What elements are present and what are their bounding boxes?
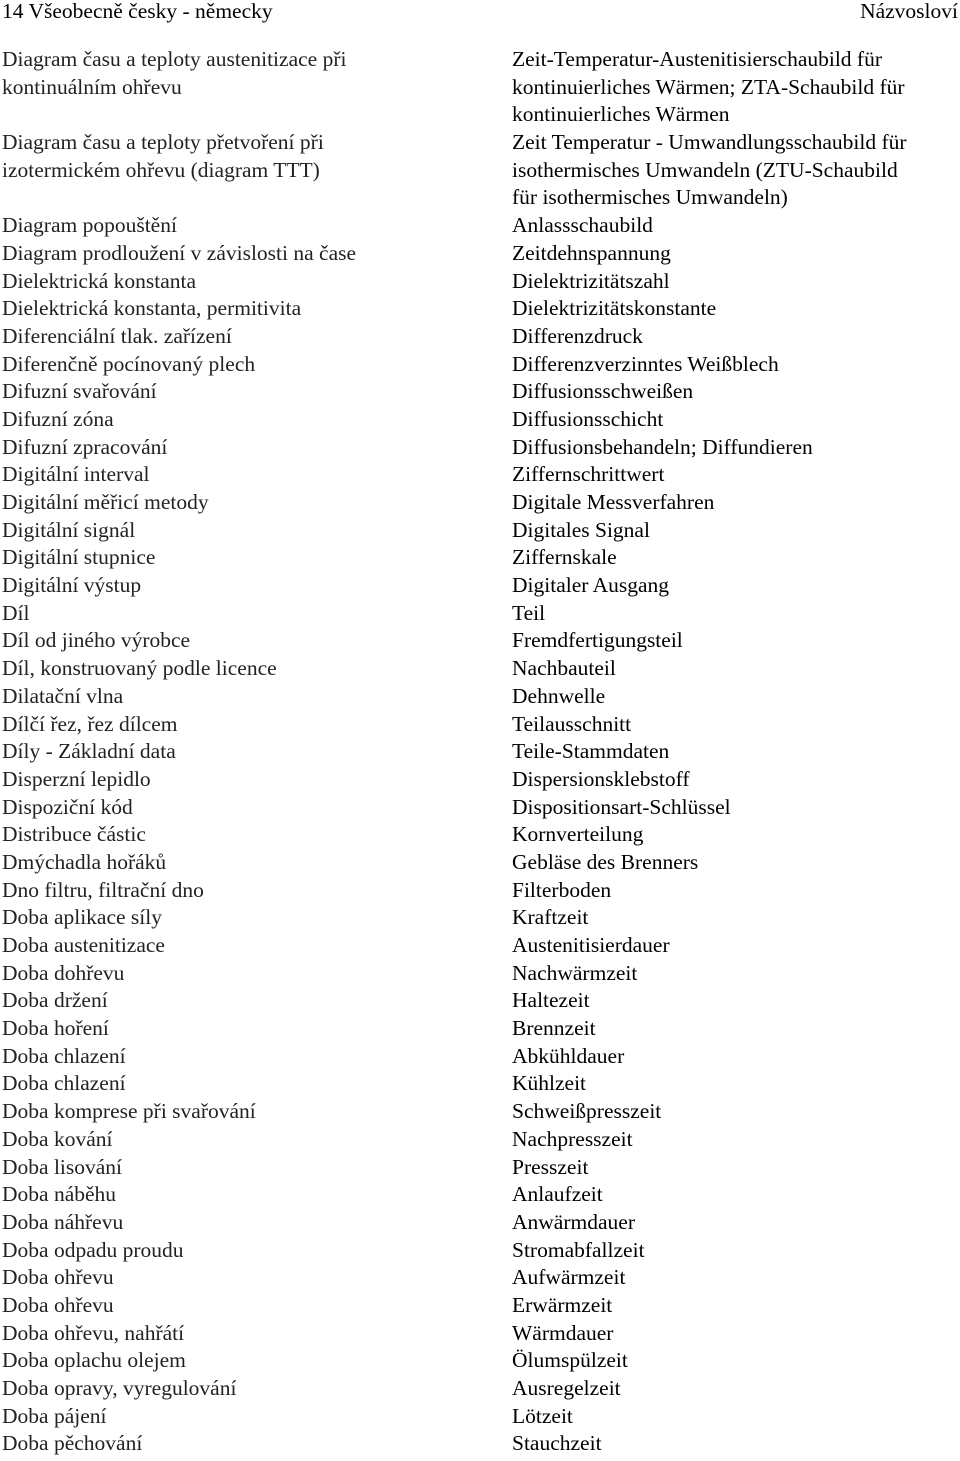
- czech-term-line: Diagram prodloužení v závislosti na čase: [2, 240, 357, 265]
- german-term-line: Anwärmdauer: [512, 1209, 635, 1234]
- czech-term-line: Díl: [2, 600, 30, 625]
- czech-term: [0, 849, 512, 877]
- german-term: [512, 711, 958, 739]
- german-term: [512, 1015, 958, 1043]
- czech-term-line: Díl od jiného výrobce: [2, 628, 191, 653]
- glossary-row: [0, 683, 960, 711]
- german-term-line: Zeit-Temperatur-Austenitisierschaubild für: [512, 47, 883, 71]
- czech-term: [0, 1292, 512, 1320]
- german-term: [512, 378, 958, 406]
- czech-term: [0, 821, 512, 849]
- german-term-line: Diffusionsbehandeln; Diffundieren: [512, 434, 813, 459]
- czech-term-line: Digitální signál: [2, 517, 136, 542]
- glossary-row: [0, 711, 960, 739]
- german-term-line: Dielektrizitätszahl: [512, 268, 670, 293]
- czech-term-line: Díly - Základní data: [2, 739, 176, 764]
- czech-term: [0, 351, 512, 379]
- german-term: [512, 821, 958, 849]
- glossary-row: [0, 932, 960, 960]
- czech-term: [0, 1347, 512, 1375]
- glossary-row: [0, 849, 960, 877]
- german-term-line: Nachbauteil: [512, 656, 616, 681]
- german-term-line: Nachpresszeit: [512, 1126, 633, 1151]
- german-term: [512, 960, 958, 988]
- czech-term-line: Diagram času a teploty austenitizace při: [2, 47, 347, 71]
- german-term: [512, 987, 958, 1015]
- german-term-line: kontinuierliches Wärmen: [512, 102, 730, 127]
- german-term: [512, 932, 958, 960]
- german-term: [512, 794, 958, 822]
- german-term: [512, 544, 958, 572]
- german-term-line: Dehnwelle: [512, 683, 606, 708]
- german-term-line: Brennzeit: [512, 1016, 596, 1041]
- czech-term: [0, 1320, 512, 1348]
- german-term-line: isothermisches Umwandeln (ZTU-Schaubild: [512, 157, 898, 182]
- glossary-row: [0, 212, 960, 240]
- german-term-line: Diffusionsschicht: [512, 406, 664, 431]
- czech-term: [0, 1043, 512, 1071]
- german-term: [512, 849, 958, 877]
- german-term: [512, 295, 958, 323]
- german-term: [512, 627, 958, 655]
- glossary-row: [0, 904, 960, 932]
- czech-term: [0, 766, 512, 794]
- glossary-row: [0, 46, 960, 129]
- czech-term: [0, 1070, 512, 1098]
- german-term-line: Teil: [512, 600, 546, 625]
- german-term-line: Ausregelzeit: [512, 1376, 621, 1400]
- czech-term-line: Doba ohřevu: [2, 1265, 114, 1290]
- german-term: [512, 1070, 958, 1098]
- czech-term-line: Doba držení: [2, 988, 108, 1013]
- czech-term-line: Dmýchadla hořáků: [2, 849, 167, 874]
- czech-term: [0, 572, 512, 600]
- glossary-row: [0, 627, 960, 655]
- german-term: [512, 1375, 958, 1403]
- german-term-line: Ölumspülzeit: [512, 1348, 628, 1373]
- glossary-row: [0, 129, 960, 212]
- glossary-row: [0, 600, 960, 628]
- german-term-line: Anlaufzeit: [512, 1182, 603, 1207]
- german-term-line: Wärmdauer: [512, 1320, 614, 1345]
- czech-term: [0, 129, 512, 212]
- glossary-row: [0, 378, 960, 406]
- czech-term-line: Doba aplikace síly: [2, 905, 163, 930]
- glossary-row: [0, 1347, 960, 1375]
- german-term-line: Schweißpresszeit: [512, 1099, 662, 1124]
- glossary-row: [0, 1403, 960, 1431]
- czech-term-line: Disperzní lepidlo: [2, 766, 151, 791]
- german-term: [512, 1430, 958, 1458]
- page-header: [0, 0, 960, 28]
- german-term-line: Fremdfertigungsteil: [512, 628, 683, 653]
- german-term-line: Ziffernskale: [512, 545, 617, 570]
- czech-term-line: Díl, konstruovaný podle licence: [2, 656, 277, 681]
- german-term-line: Anlassschaubild: [512, 213, 653, 238]
- german-term-line: Digitale Messverfahren: [512, 490, 715, 514]
- glossary-row: [0, 1070, 960, 1098]
- german-term-line: Teilausschnitt: [512, 711, 632, 736]
- czech-term-line: Doba kování: [2, 1126, 113, 1151]
- german-term-line: Kraftzeit: [512, 905, 589, 930]
- czech-term: [0, 517, 512, 545]
- czech-term: [0, 1015, 512, 1043]
- german-term-line: Digitales Signal: [512, 517, 650, 542]
- czech-term-line: Diferenčně pocínovaný plech: [2, 351, 256, 376]
- german-term-line: Ziffernschrittwert: [512, 462, 665, 487]
- german-term: [512, 683, 958, 711]
- czech-term-line: Doba dohřevu: [2, 960, 125, 985]
- german-term-line: Zeit Temperatur - Umwandlungsschaubild für: [512, 130, 907, 155]
- czech-term: [0, 877, 512, 905]
- czech-term: [0, 627, 512, 655]
- german-term-line: Dispersionsklebstoff: [512, 766, 690, 791]
- glossary-row: [0, 517, 960, 545]
- glossary-row: [0, 544, 960, 572]
- czech-term-line: Doba ohřevu: [2, 1292, 114, 1317]
- glossary-row: [0, 489, 960, 517]
- czech-term-line: Distribuce částic: [2, 822, 146, 847]
- glossary-row: [0, 1098, 960, 1126]
- german-term-line: Diffusionsschweißen: [512, 379, 694, 404]
- german-term: [512, 655, 958, 683]
- glossary-row: [0, 1181, 960, 1209]
- czech-term: [0, 932, 512, 960]
- glossary-row: [0, 1126, 960, 1154]
- czech-term: [0, 1237, 512, 1265]
- czech-term: [0, 489, 512, 517]
- german-term-line: Erwärmzeit: [512, 1292, 613, 1317]
- czech-term-line: kontinuálním ohřevu: [2, 74, 182, 99]
- czech-term: [0, 212, 512, 240]
- czech-term: [0, 1126, 512, 1154]
- czech-term: [0, 683, 512, 711]
- czech-term: [0, 738, 512, 766]
- german-term: [512, 1043, 958, 1071]
- czech-term: [0, 1430, 512, 1458]
- german-term-line: Differenzdruck: [512, 323, 643, 348]
- czech-term: [0, 544, 512, 572]
- czech-term-line: Doba hoření: [2, 1016, 109, 1041]
- glossary-row: [0, 987, 960, 1015]
- czech-term: [0, 1181, 512, 1209]
- czech-term-line: Doba komprese při svařování: [2, 1099, 256, 1124]
- czech-term-line: Doba chlazení: [2, 1071, 126, 1096]
- german-term: [512, 1320, 958, 1348]
- czech-term-line: Doba oplachu olejem: [2, 1348, 186, 1373]
- czech-term-line: Doba náhřevu: [2, 1209, 124, 1234]
- german-term: [512, 1403, 958, 1431]
- german-term: [512, 212, 958, 240]
- glossary-row: [0, 1154, 960, 1182]
- german-term: [512, 600, 958, 628]
- czech-term-line: Dispoziční kód: [2, 794, 133, 819]
- german-term: [512, 738, 958, 766]
- czech-term: [0, 46, 512, 129]
- german-term-line: Dispositionsart-Schlüssel: [512, 794, 731, 819]
- german-term: [512, 1154, 958, 1182]
- czech-term-line: Digitální interval: [2, 462, 150, 487]
- czech-term-line: Diferenciální tlak. zařízení: [2, 323, 232, 348]
- german-term-line: kontinuierliches Wärmen; ZTA-Schaubild für: [512, 74, 905, 99]
- german-term-line: für isothermisches Umwandeln): [512, 185, 788, 210]
- german-term-line: Kornverteilung: [512, 822, 644, 847]
- czech-term: [0, 1209, 512, 1237]
- czech-term: [0, 987, 512, 1015]
- german-term-line: Digitaler Ausgang: [512, 573, 670, 598]
- german-term: [512, 517, 958, 545]
- czech-term-line: Doba ohřevu, nahřátí: [2, 1320, 185, 1345]
- czech-term: [0, 960, 512, 988]
- german-term-line: Abkühldauer: [512, 1043, 625, 1068]
- page-header-right: Názvosloví: [860, 0, 958, 23]
- czech-term-line: Doba odpadu proudu: [2, 1237, 184, 1262]
- german-term: [512, 766, 958, 794]
- czech-term-line: Difuzní zóna: [2, 406, 114, 431]
- german-term: [512, 323, 958, 351]
- czech-term: [0, 711, 512, 739]
- czech-term-line: Doba austenitizace: [2, 933, 165, 957]
- glossary-row: [0, 268, 960, 296]
- german-term: [512, 1347, 958, 1375]
- german-term: [512, 1126, 958, 1154]
- czech-term-line: Diagram času a teploty přetvoření při: [2, 130, 324, 155]
- glossary-row: [0, 821, 960, 849]
- german-term: [512, 461, 958, 489]
- german-term-line: Teile-Stammdaten: [512, 739, 670, 764]
- german-term-line: Differenzverzinntes Weißblech: [512, 351, 779, 376]
- czech-term-line: Difuzní svařování: [2, 379, 157, 404]
- czech-term: [0, 1154, 512, 1182]
- glossary-row: [0, 655, 960, 683]
- glossary-row: [0, 1375, 960, 1403]
- glossary-row: [0, 323, 960, 351]
- german-term-line: Aufwärmzeit: [512, 1265, 626, 1290]
- german-term: [512, 1292, 958, 1320]
- german-term: [512, 434, 958, 462]
- glossary-row: [0, 572, 960, 600]
- glossary-row: [0, 1320, 960, 1348]
- glossary-row: [0, 960, 960, 988]
- czech-term-line: Digitální stupnice: [2, 545, 156, 570]
- czech-term: [0, 461, 512, 489]
- czech-term-line: Doba chlazení: [2, 1043, 126, 1068]
- glossary-row: [0, 434, 960, 462]
- czech-term-line: Doba pěchování: [2, 1431, 143, 1456]
- german-term: [512, 1237, 958, 1265]
- german-term: [512, 129, 958, 212]
- glossary-row: [0, 1043, 960, 1071]
- czech-term: [0, 1098, 512, 1126]
- czech-term-line: Dielektrická konstanta: [2, 268, 197, 293]
- czech-term-line: izotermickém ohřevu (diagram TTT): [2, 157, 320, 182]
- german-term-line: Haltezeit: [512, 988, 590, 1013]
- czech-term-line: Digitální výstup: [2, 573, 142, 598]
- glossary-row: [0, 794, 960, 822]
- glossary-row: [0, 738, 960, 766]
- czech-term-line: Doba náběhu: [2, 1182, 117, 1207]
- czech-term-line: Digitální měřicí metody: [2, 490, 209, 514]
- czech-term: [0, 240, 512, 268]
- german-term: [512, 1209, 958, 1237]
- czech-term-line: Dílčí řez, řez dílcem: [2, 711, 178, 736]
- german-term: [512, 1098, 958, 1126]
- czech-term-line: Doba opravy, vyregulování: [2, 1376, 237, 1400]
- german-term-line: Stauchzeit: [512, 1431, 602, 1456]
- german-term: [512, 877, 958, 905]
- czech-term-line: Dielektrická konstanta, permitivita: [2, 296, 302, 321]
- czech-term-line: Doba lisování: [2, 1154, 123, 1179]
- german-term: [512, 240, 958, 268]
- czech-term: [0, 268, 512, 296]
- german-term: [512, 351, 958, 379]
- czech-term-line: Dilatační vlna: [2, 683, 124, 708]
- glossary-entries: [0, 46, 960, 1458]
- czech-term: [0, 904, 512, 932]
- czech-term-line: Dno filtru, filtrační dno: [2, 877, 204, 902]
- german-term: [512, 904, 958, 932]
- czech-term: [0, 794, 512, 822]
- german-term-line: Lötzeit: [512, 1403, 573, 1428]
- czech-term: [0, 295, 512, 323]
- glossary-row: [0, 877, 960, 905]
- german-term-line: Dielektrizitätskonstante: [512, 296, 717, 321]
- czech-term-line: Doba pájení: [2, 1403, 107, 1428]
- glossary-row: [0, 766, 960, 794]
- czech-term: [0, 1403, 512, 1431]
- german-term-line: Presszeit: [512, 1154, 589, 1179]
- german-term: [512, 1264, 958, 1292]
- glossary-row: [0, 461, 960, 489]
- glossary-row: [0, 1209, 960, 1237]
- german-term: [512, 268, 958, 296]
- czech-term: [0, 655, 512, 683]
- german-term: [512, 1181, 958, 1209]
- czech-term-line: Difuzní zpracování: [2, 434, 168, 459]
- glossary-row: [0, 1292, 960, 1320]
- glossary-row: [0, 1264, 960, 1292]
- czech-term: [0, 434, 512, 462]
- glossary-row: [0, 1015, 960, 1043]
- german-term: [512, 46, 958, 129]
- page-header-left: 14 Všeobecně česky - německy: [2, 0, 273, 23]
- german-term-line: Austenitisierdauer: [512, 933, 670, 957]
- czech-term: [0, 406, 512, 434]
- glossary-row: [0, 351, 960, 379]
- german-term-line: Gebläse des Brenners: [512, 849, 699, 874]
- german-term: [512, 572, 958, 600]
- czech-term: [0, 323, 512, 351]
- glossary-row: [0, 1237, 960, 1265]
- czech-term: [0, 600, 512, 628]
- german-term: [512, 406, 958, 434]
- german-term-line: Nachwärmzeit: [512, 960, 638, 985]
- german-term-line: Kühlzeit: [512, 1071, 587, 1096]
- czech-term: [0, 378, 512, 406]
- czech-term: [0, 1375, 512, 1403]
- czech-term: [0, 1264, 512, 1292]
- german-term-line: Filterboden: [512, 877, 612, 902]
- czech-term-line: Diagram popouštění: [2, 213, 177, 238]
- german-term-line: Stromabfallzeit: [512, 1237, 645, 1262]
- german-term-line: Zeitdehnspannung: [512, 240, 671, 265]
- glossary-row: [0, 1430, 960, 1458]
- glossary-row: [0, 295, 960, 323]
- glossary-row: [0, 240, 960, 268]
- glossary-row: [0, 406, 960, 434]
- german-term: [512, 489, 958, 517]
